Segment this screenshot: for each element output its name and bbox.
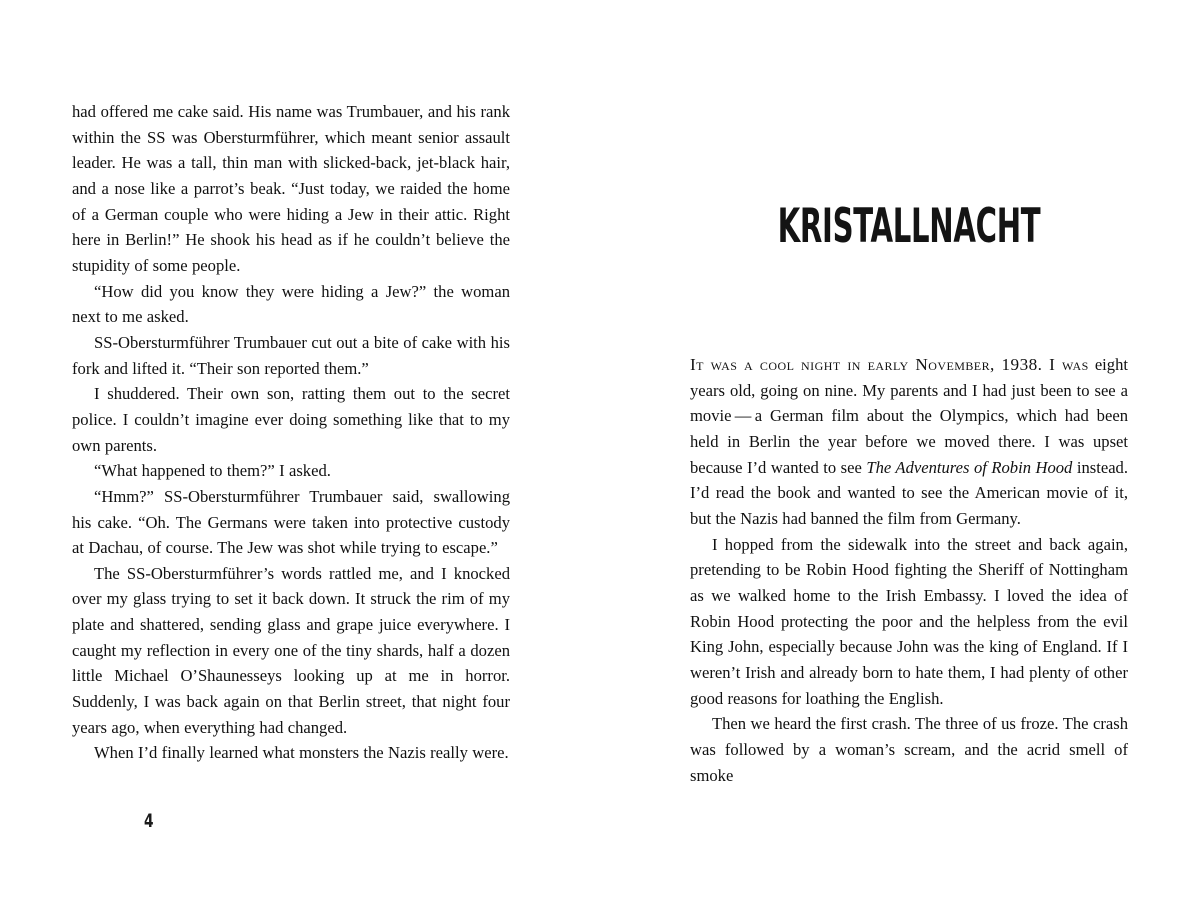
paragraph-text: instead. I’d read the book and wanted to see the American movie of it, but the Nazis had banned the film from Germany. bbox=[690, 457, 1129, 528]
verso-page bbox=[72, 0, 510, 914]
paragraph bbox=[690, 352, 1128, 532]
book-title-italic: The Adventures of Robin Hood bbox=[866, 457, 1073, 477]
paragraph: “Hmm?” SS-Obersturmführer Trumbauer said, swallowing his cake. “Oh. The Germans were taken into protective custody at Dachau, of course. The Jew was shot while trying to escape.” bbox=[72, 486, 510, 558]
paragraph: had offered me cake said. His name was Trumbauer, and his rank within the SS was Obersturmführer, which meant senior assault leader. He was a tall, thin man with slicked-back, jet-black hair, and a nose like a parrot’s beak. “Just today, we raided the home of a German couple who were hiding a Jew in their attic. Right here in Berlin!” He shook his head as if he couldn’t believe the stupidity of some people. bbox=[72, 102, 510, 275]
paragraph-text: eight years old, going on nine. My parents and I had just been to see a movie — a German film about the Olympics, which had been held in Berlin the year before we moved there. I was upset because I’d wanted to see bbox=[690, 355, 1128, 477]
paragraph: I hopped from the sidewalk into the street and back again, pretending to be Robin Hood fighting the Sheriff of Nottingham as we walked home to the Irish Embassy. I loved the idea of Robin Hood protecting the poor and the helpless from the evil King John, especially because John was the king of England. If I weren’t Irish and already born to hate them, I had plenty of other good reasons for loathing the English. bbox=[690, 534, 1128, 708]
paragraph: When I’d finally learned what monsters the Nazis really were. bbox=[94, 743, 509, 763]
recto-page bbox=[690, 0, 1128, 914]
verso-text-block bbox=[72, 99, 510, 766]
recto-text-block bbox=[690, 352, 1128, 788]
paragraph: “What happened to them?” I asked. bbox=[94, 461, 331, 481]
chapter-title: KRISTALLNACHT bbox=[777, 199, 1041, 255]
page-number: 4 bbox=[144, 810, 154, 832]
paragraph: SS-Obersturmführer Trumbauer cut out a bite of cake with his fork and lifted it. “Their son reported them.” bbox=[72, 332, 510, 378]
paragraph: Then we heard the first crash. The three of us froze. The crash was followed by a woman’s scream, and the acrid smell of smoke bbox=[690, 714, 1128, 785]
paragraph: “How did you know they were hiding a Jew?” the woman next to me asked. bbox=[72, 281, 510, 327]
small-caps-opening: It was a cool night in early November, 1938. I was bbox=[690, 355, 1089, 374]
paragraph: I shuddered. Their own son, ratting them out to the secret police. I couldn’t imagine ever doing something like that to my own parents. bbox=[72, 384, 510, 455]
paragraph: The SS-Obersturmführer’s words rattled me, and I knocked over my glass trying to set it back down. It struck the rim of my plate and shattered, sending glass and grape juice everywhere. I caught my reflection in every one of the tiny shards, half a dozen little Michael O’Shaunesseys looking up at me in horror. Suddenly, I was back again on that Berlin street, that night four years ago, when everything had changed. bbox=[72, 563, 510, 737]
